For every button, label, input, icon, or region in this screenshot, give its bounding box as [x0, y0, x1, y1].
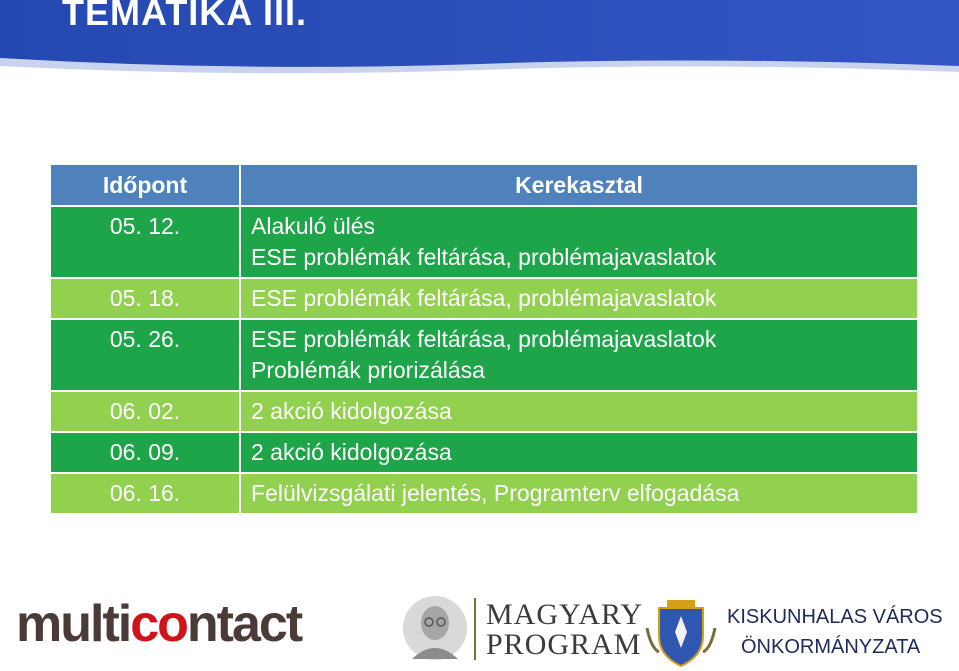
- row-topic: [240, 278, 918, 319]
- row-topic: [240, 391, 918, 432]
- row-topic-line: 2 akció kidolgozása: [251, 439, 452, 465]
- table-row: [50, 206, 918, 278]
- multicontact-logo: [16, 594, 301, 654]
- row-topic-line: ESE problémák feltárása, problémajavaslatok: [251, 244, 717, 270]
- multicontact-logo-text: multicontact: [16, 595, 302, 653]
- row-topic-line: Felülvizsgálati jelentés, Programterv elfogadása: [251, 480, 740, 506]
- kiskunhalas-logo-line1: KISKUNHALAS VÁROS: [727, 606, 943, 628]
- row-date: 06. 16.: [50, 473, 240, 514]
- magyary-logo-line1: MAGYARY: [486, 598, 644, 631]
- schedule-table: [49, 163, 919, 515]
- row-topic-line: Problémák priorizálása: [251, 357, 485, 383]
- table-row: [50, 278, 918, 319]
- portrait-icon: [402, 593, 468, 663]
- table-row: [50, 432, 918, 473]
- row-date: 06. 09.: [50, 432, 240, 473]
- row-date: 05. 12.: [50, 206, 240, 278]
- row-topic: [240, 432, 918, 473]
- table-row: [50, 391, 918, 432]
- row-topic-line: ESE problémák feltárása, problémajavaslatok: [251, 326, 717, 352]
- row-topic-line: Alakuló ülés: [251, 213, 376, 239]
- magyary-divider: [474, 598, 476, 660]
- table-row: [50, 473, 918, 514]
- row-date: 06. 02.: [50, 391, 240, 432]
- row-topic: [240, 319, 918, 391]
- coat-of-arms-icon: [641, 598, 721, 668]
- logo-bar: [0, 590, 959, 671]
- column-header-date: Időpont: [50, 164, 240, 206]
- row-topic-line: ESE problémák feltárása, problémajavaslatok: [251, 285, 717, 311]
- table-row: [50, 319, 918, 391]
- header-band: [0, 0, 959, 80]
- page-title: TEMATIKA III.: [62, 0, 307, 33]
- row-date: 05. 26.: [50, 319, 240, 391]
- kiskunhalas-logo-line2: ÖNKORMÁNYZATA: [741, 636, 921, 658]
- column-header-roundtable: Kerekasztal: [240, 164, 918, 206]
- multicontact-logo-accent: co: [130, 595, 187, 653]
- row-topic: [240, 206, 918, 278]
- row-topic: [240, 473, 918, 514]
- row-topic-line: 2 akció kidolgozása: [251, 398, 452, 424]
- table-header-row: [50, 164, 918, 206]
- row-date: 05. 18.: [50, 278, 240, 319]
- magyary-logo-line2: PROGRAM: [486, 628, 642, 661]
